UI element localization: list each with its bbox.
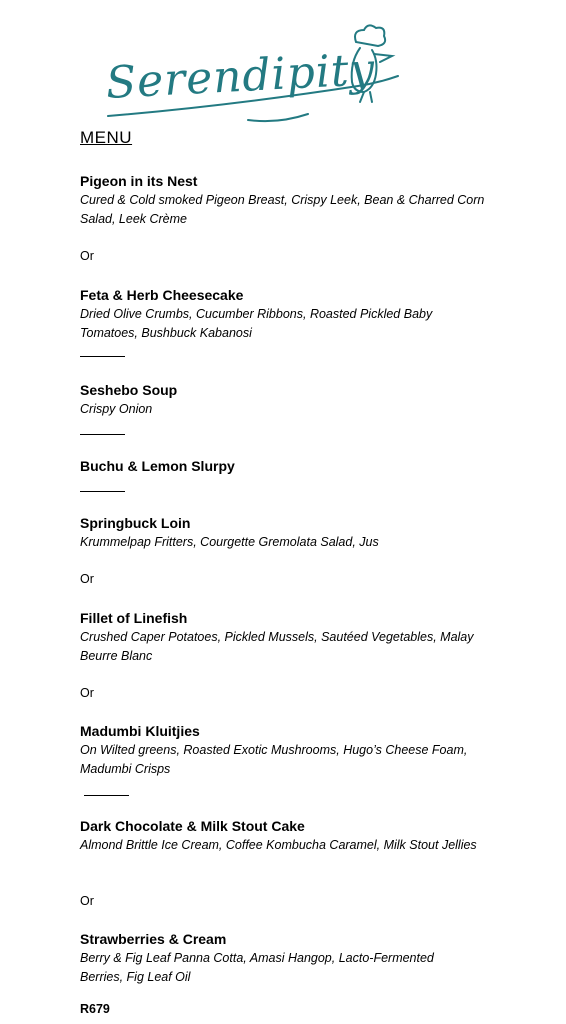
dish-title: Dark Chocolate & Milk Stout Cake [80,818,305,834]
logo-wordmark: Serendipity [104,43,377,109]
menu-price: R679 [80,1002,110,1016]
or-label: Or [80,894,94,908]
dish-description: Dried Olive Crumbs, Cucumber Ribbons, Roasted Pickled Baby Tomatoes, Bushbuck Kabanosi [80,307,433,340]
dish-description: Berry & Fig Leaf Panna Cotta, Amasi Hangop, Lacto-Fermented Berries, Fig Leaf Oil [80,951,434,984]
dish-item [80,457,500,476]
dish-title: Buchu & Lemon Slurpy [80,458,235,474]
dish-title: Pigeon in its Nest [80,173,198,189]
dish-title: Strawberries & Cream [80,931,227,947]
dish-description: Cured & Cold smoked Pigeon Breast, Crispy Leek, Bean & Charred Corn Salad, Leek Crème [80,193,485,226]
dish-item [80,930,500,987]
dish-title: Madumbi Kluitjies [80,723,200,739]
menu-title: MENU [80,128,133,147]
dish-description: On Wilted greens, Roasted Exotic Mushrooms, Hugo’s Cheese Foam, Madumbi Crisps [80,743,468,776]
dish-title: Feta & Herb Cheesecake [80,287,244,303]
dish-description: Krummelpap Fritters, Courgette Gremolata Salad, Jus [80,535,379,549]
dish-description: Almond Brittle Ice Cream, Coffee Kombucha Caramel, Milk Stout Jellies [80,838,477,852]
separator [80,434,125,435]
dish-title: Fillet of Linefish [80,610,188,626]
separator [80,356,125,357]
separator [80,491,125,492]
dish-item [80,172,500,229]
dish-item [80,722,500,779]
dish-item [80,609,500,666]
or-label: Or [80,572,94,586]
or-label: Or [80,686,94,700]
dish-item [80,514,500,552]
dish-title: Springbuck Loin [80,515,191,531]
dish-item [80,381,500,419]
dish-title: Seshebo Soup [80,382,178,398]
dish-description: Crispy Onion [80,402,153,416]
separator [84,795,129,796]
dish-description: Crushed Caper Potatoes, Pickled Mussels, Sautéed Vegetables, Malay Beurre Blanc [80,630,474,663]
or-label: Or [80,249,94,263]
dish-item [80,286,500,343]
serendipity-logo [98,20,408,138]
dish-item [80,817,500,855]
